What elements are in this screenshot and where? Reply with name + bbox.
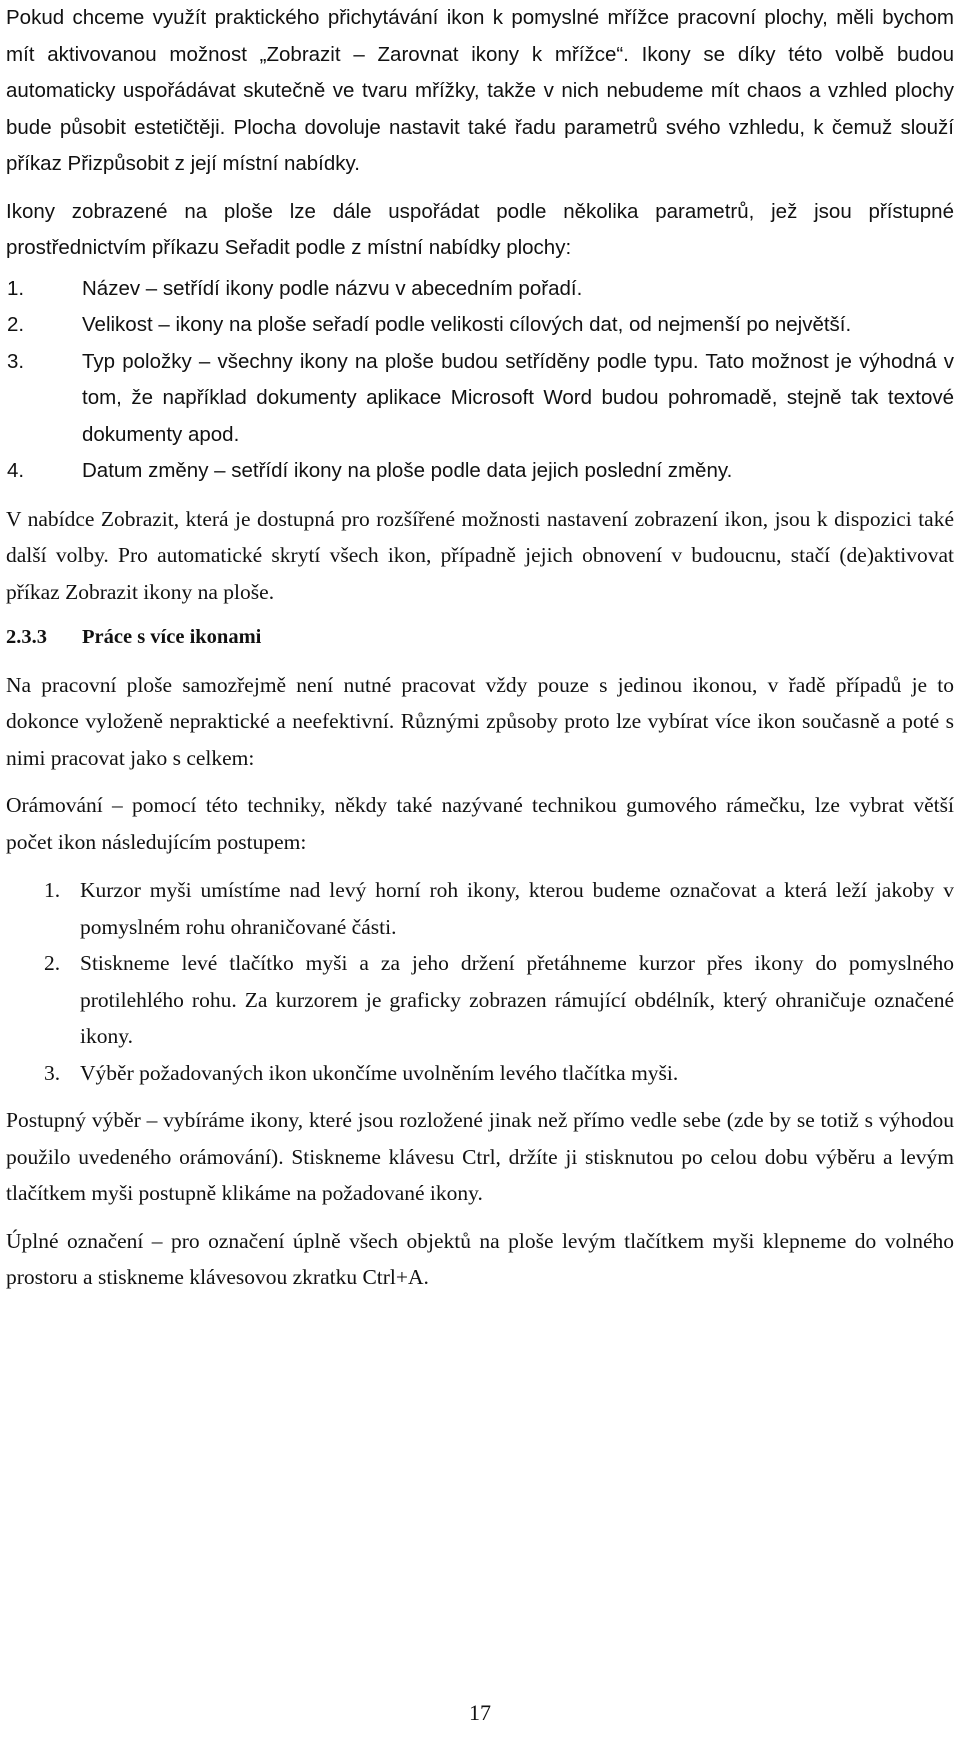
list-item-number: 4. <box>7 459 25 482</box>
list-item-text: Typ položky – všechny ikony na ploše budou setříděny podle typu. Tato možnost je výhodná v tom, že například dokumenty aplikace Microsoft Word budou pohromadě, stejně tak textové dokumenty apod. <box>82 349 954 446</box>
list-item-number: 1. <box>7 276 25 300</box>
paragraph-select-all: Úplné označení – pro označení úplně všech objektů na ploše levým tlačítkem myši klepneme do volného prostoru a stiskneme klávesovou zkratku Ctrl+A. <box>6 1228 954 1289</box>
paragraph-gradual-selection: Postupný výběr – vybíráme ikony, které jsou rozložené jinak než přímo vedle sebe (zde by se totiž s výhodou použilo uvedeného orámování). Stiskneme klávesu Ctrl, držíte ji stisknutou po celou dobu výběru a levým tlačítkem myši postupně klikáme na požadované ikony. <box>6 1108 954 1205</box>
list-item <box>6 1055 954 1092</box>
paragraph-desktop-grid: Pokud chceme využít praktického přichytávání ikon k pomyslné mřížce pracovní plochy, měli bychom mít aktivovanou možnost „Zobrazit – Zarovnat ikony k mřížce“. Ikony se díky této volbě budou automaticky uspořádávat skutečně ve tvaru mřížky, takže v nich nebudeme mít chaos a vzhled plochy bude působit estetičtěji. Plocha dovoluje nastavit také řadu parametrů svého vzhledu, k čemuž slouží příkaz Přizpůsobit z její místní nabídky. <box>6 6 954 175</box>
list-item-number: 3. <box>44 1060 61 1085</box>
list-item-number: 2. <box>7 313 25 336</box>
paragraph-sort-intro: Ikony zobrazené na ploše lze dále uspořádat podle několika parametrů, jež jsou přístupné prostřednictvím příkazu Seřadit podle z místní nabídky plochy: <box>6 199 954 259</box>
list-item-text: Výběr požadovaných ikon ukončíme uvolněním levého tlačítka myši. <box>80 1060 679 1085</box>
framing-steps-list <box>6 872 954 1091</box>
page-number: 17 <box>469 1700 491 1725</box>
section-heading <box>6 619 954 656</box>
paragraph-multiple-icons: Na pracovní ploše samozřejmě není nutné pracovat vždy pouze s jedinou ikonou, v řadě případů je to dokonce vyloženě nepraktické a neefektivní. Různými způsoby proto lze vybírat více ikon současně a poté s nimi pracovat jako s celkem: <box>6 672 954 770</box>
list-item-text: Stiskneme levé tlačítko myši a za jeho držení přetáhneme kurzor přes ikony do pomyslného protilehlého rohu. Za kurzorem je graficky zobrazen rámující obdélník, který ohraničuje označené ikony. <box>80 951 954 1048</box>
list-item-text: Datum změny – setřídí ikony na ploše podle data jejich poslední změny. <box>82 459 733 482</box>
list-item <box>6 344 954 454</box>
list-item <box>6 271 954 308</box>
sort-options-list <box>6 271 954 490</box>
section-number: 2.3.3 <box>6 626 47 648</box>
paragraph-view-menu: V nabídce Zobrazit, která je dostupná pro rozšířené možnosti nastavení zobrazení ikon, jsou k dispozici také další volby. Pro automatické skrytí všech ikon, případně jejich obnovení v budoucnu, stačí (de)aktivovat příkaz Zobrazit ikony na ploše. <box>6 506 954 604</box>
section-title: Práce s více ikonami <box>82 626 262 648</box>
list-item-number: 2. <box>44 951 61 975</box>
document-page <box>6 0 954 1296</box>
list-item-text: Kurzor myši umístíme nad levý horní roh ikony, kterou budeme označovat a která leží jakoby v pomyslném rohu ohraničované části. <box>80 878 954 939</box>
list-item-text: Velikost – ikony na ploše seřadí podle velikosti cílových dat, od nejmenší po největší. <box>82 313 852 336</box>
list-item-number: 1. <box>44 878 61 902</box>
list-item-number: 3. <box>7 349 25 373</box>
list-item <box>6 307 954 344</box>
paragraph-framing: Orámování – pomocí této techniky, někdy také nazývané technikou gumového rámečku, lze vybrat větší počet ikon následujícím postupem: <box>6 793 954 854</box>
list-item-text: Název – setřídí ikony podle názvu v abecedním pořadí. <box>82 276 583 300</box>
list-item <box>6 453 954 490</box>
list-item <box>6 872 954 945</box>
list-item <box>6 945 954 1055</box>
